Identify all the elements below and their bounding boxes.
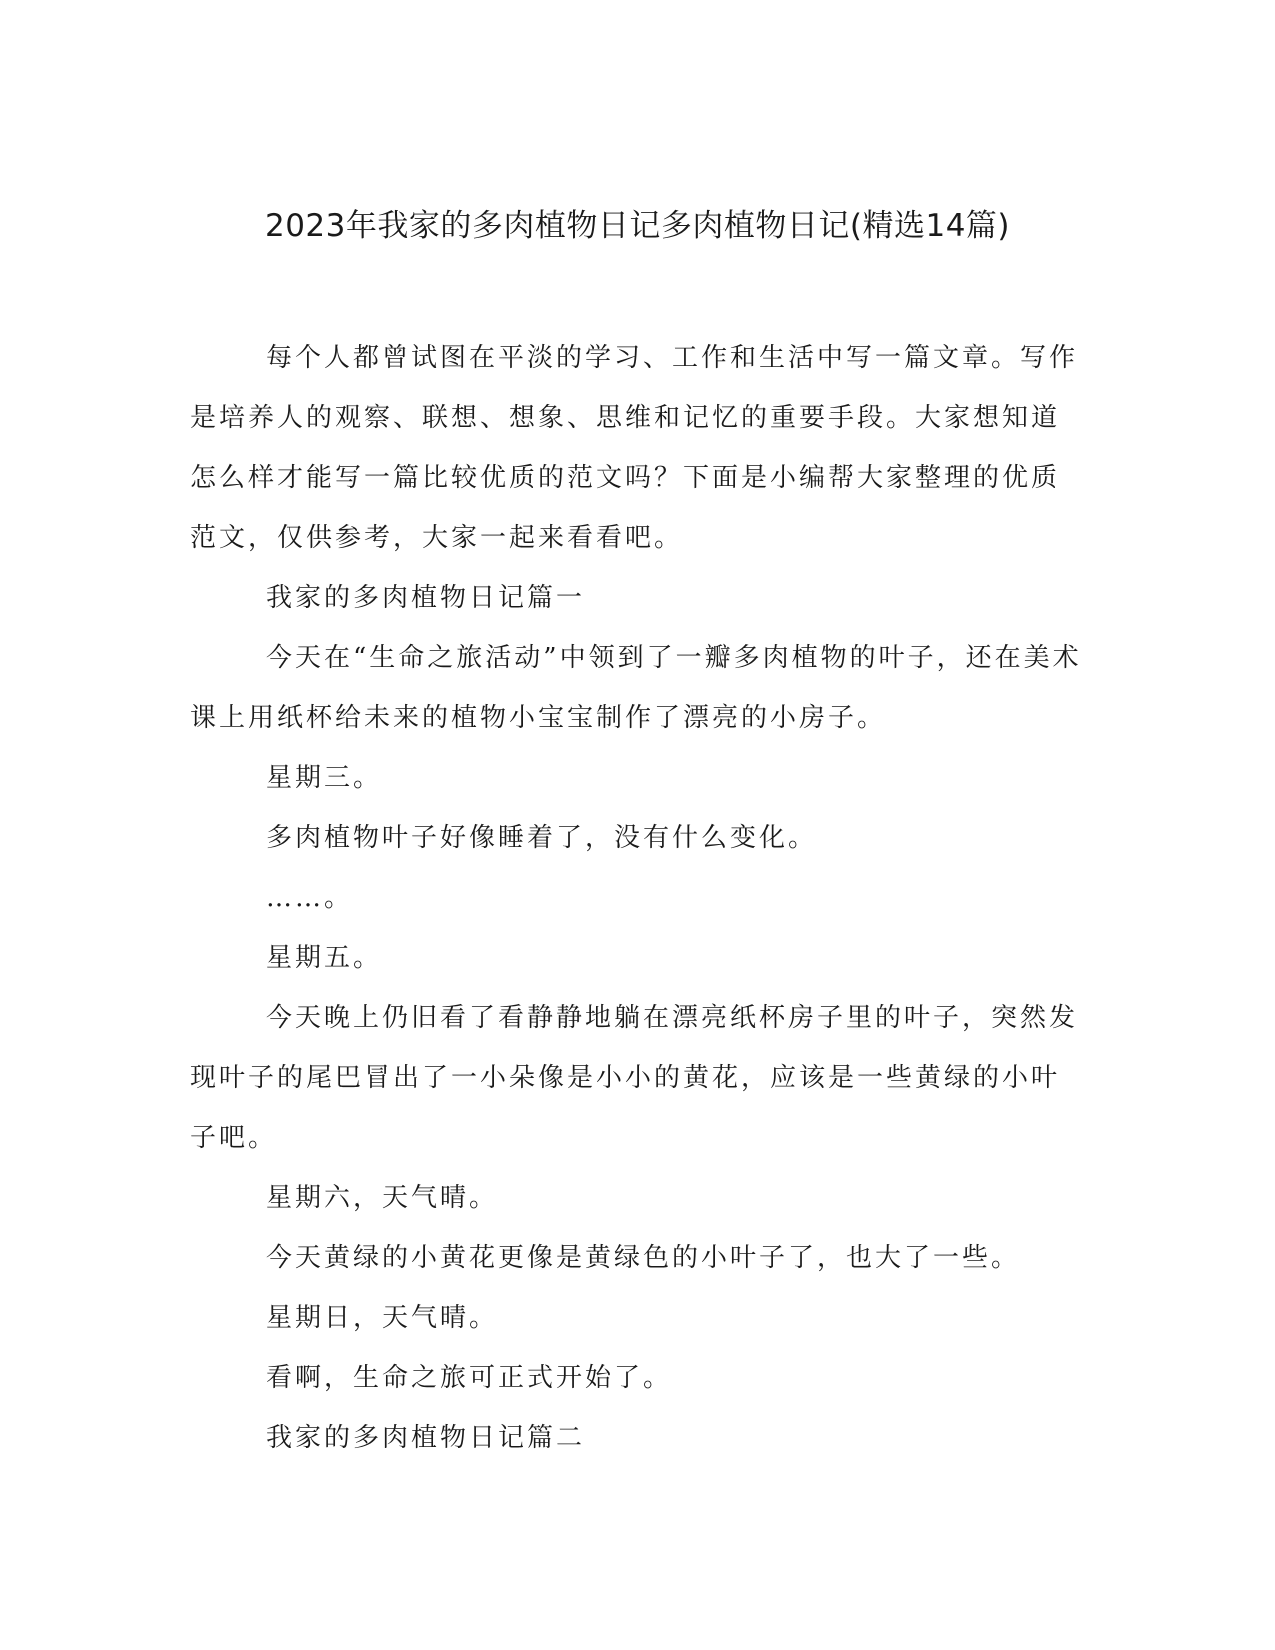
body-paragraph: 多肉植物叶子好像睡着了，没有什么变化。 <box>266 823 818 853</box>
body-paragraph: 看啊，生命之旅可正式开始了。 <box>266 1363 673 1393</box>
body-paragraph: 今天在“生命之旅活动”中领到了一瓣多肉植物的叶子，还在美术课上用纸杯给未来的植物小宝宝制作了漂亮的小房子。 <box>190 643 1082 733</box>
day-heading: 星期三。 <box>266 763 383 793</box>
ellipsis-line: ……。 <box>266 883 354 913</box>
body-paragraph: 今天黄绿的小黄花更像是黄绿色的小叶子了，也大了一些。 <box>266 1243 1021 1273</box>
body-paragraph: 今天晚上仍旧看了看静静地躺在漂亮纸杯房子里的叶子，突然发现叶子的尾巴冒出了一小朵像是小小的黄花，应该是一些黄绿的小叶子吧。 <box>190 1003 1079 1153</box>
day-heading: 星期六，天气晴。 <box>266 1183 499 1213</box>
document-title: 2023年我家的多肉植物日记多肉植物日记(精选14篇) <box>264 208 1011 244</box>
day-heading: 星期日，天气晴。 <box>266 1303 499 1333</box>
document-body <box>190 328 1085 1468</box>
section-heading-1: 我家的多肉植物日记篇一 <box>266 583 586 613</box>
day-heading: 星期五。 <box>266 943 383 973</box>
intro-paragraph: 每个人都曾试图在平淡的学习、工作和生活中写一篇文章。写作是培养人的观察、联想、想象、思维和记忆的重要手段。大家想知道怎么样才能写一篇比较优质的范文吗？下面是小编帮大家整理的优质范文，仅供参考，大家一起来看看吧。 <box>190 343 1079 553</box>
section-heading-2: 我家的多肉植物日记篇二 <box>266 1423 586 1453</box>
